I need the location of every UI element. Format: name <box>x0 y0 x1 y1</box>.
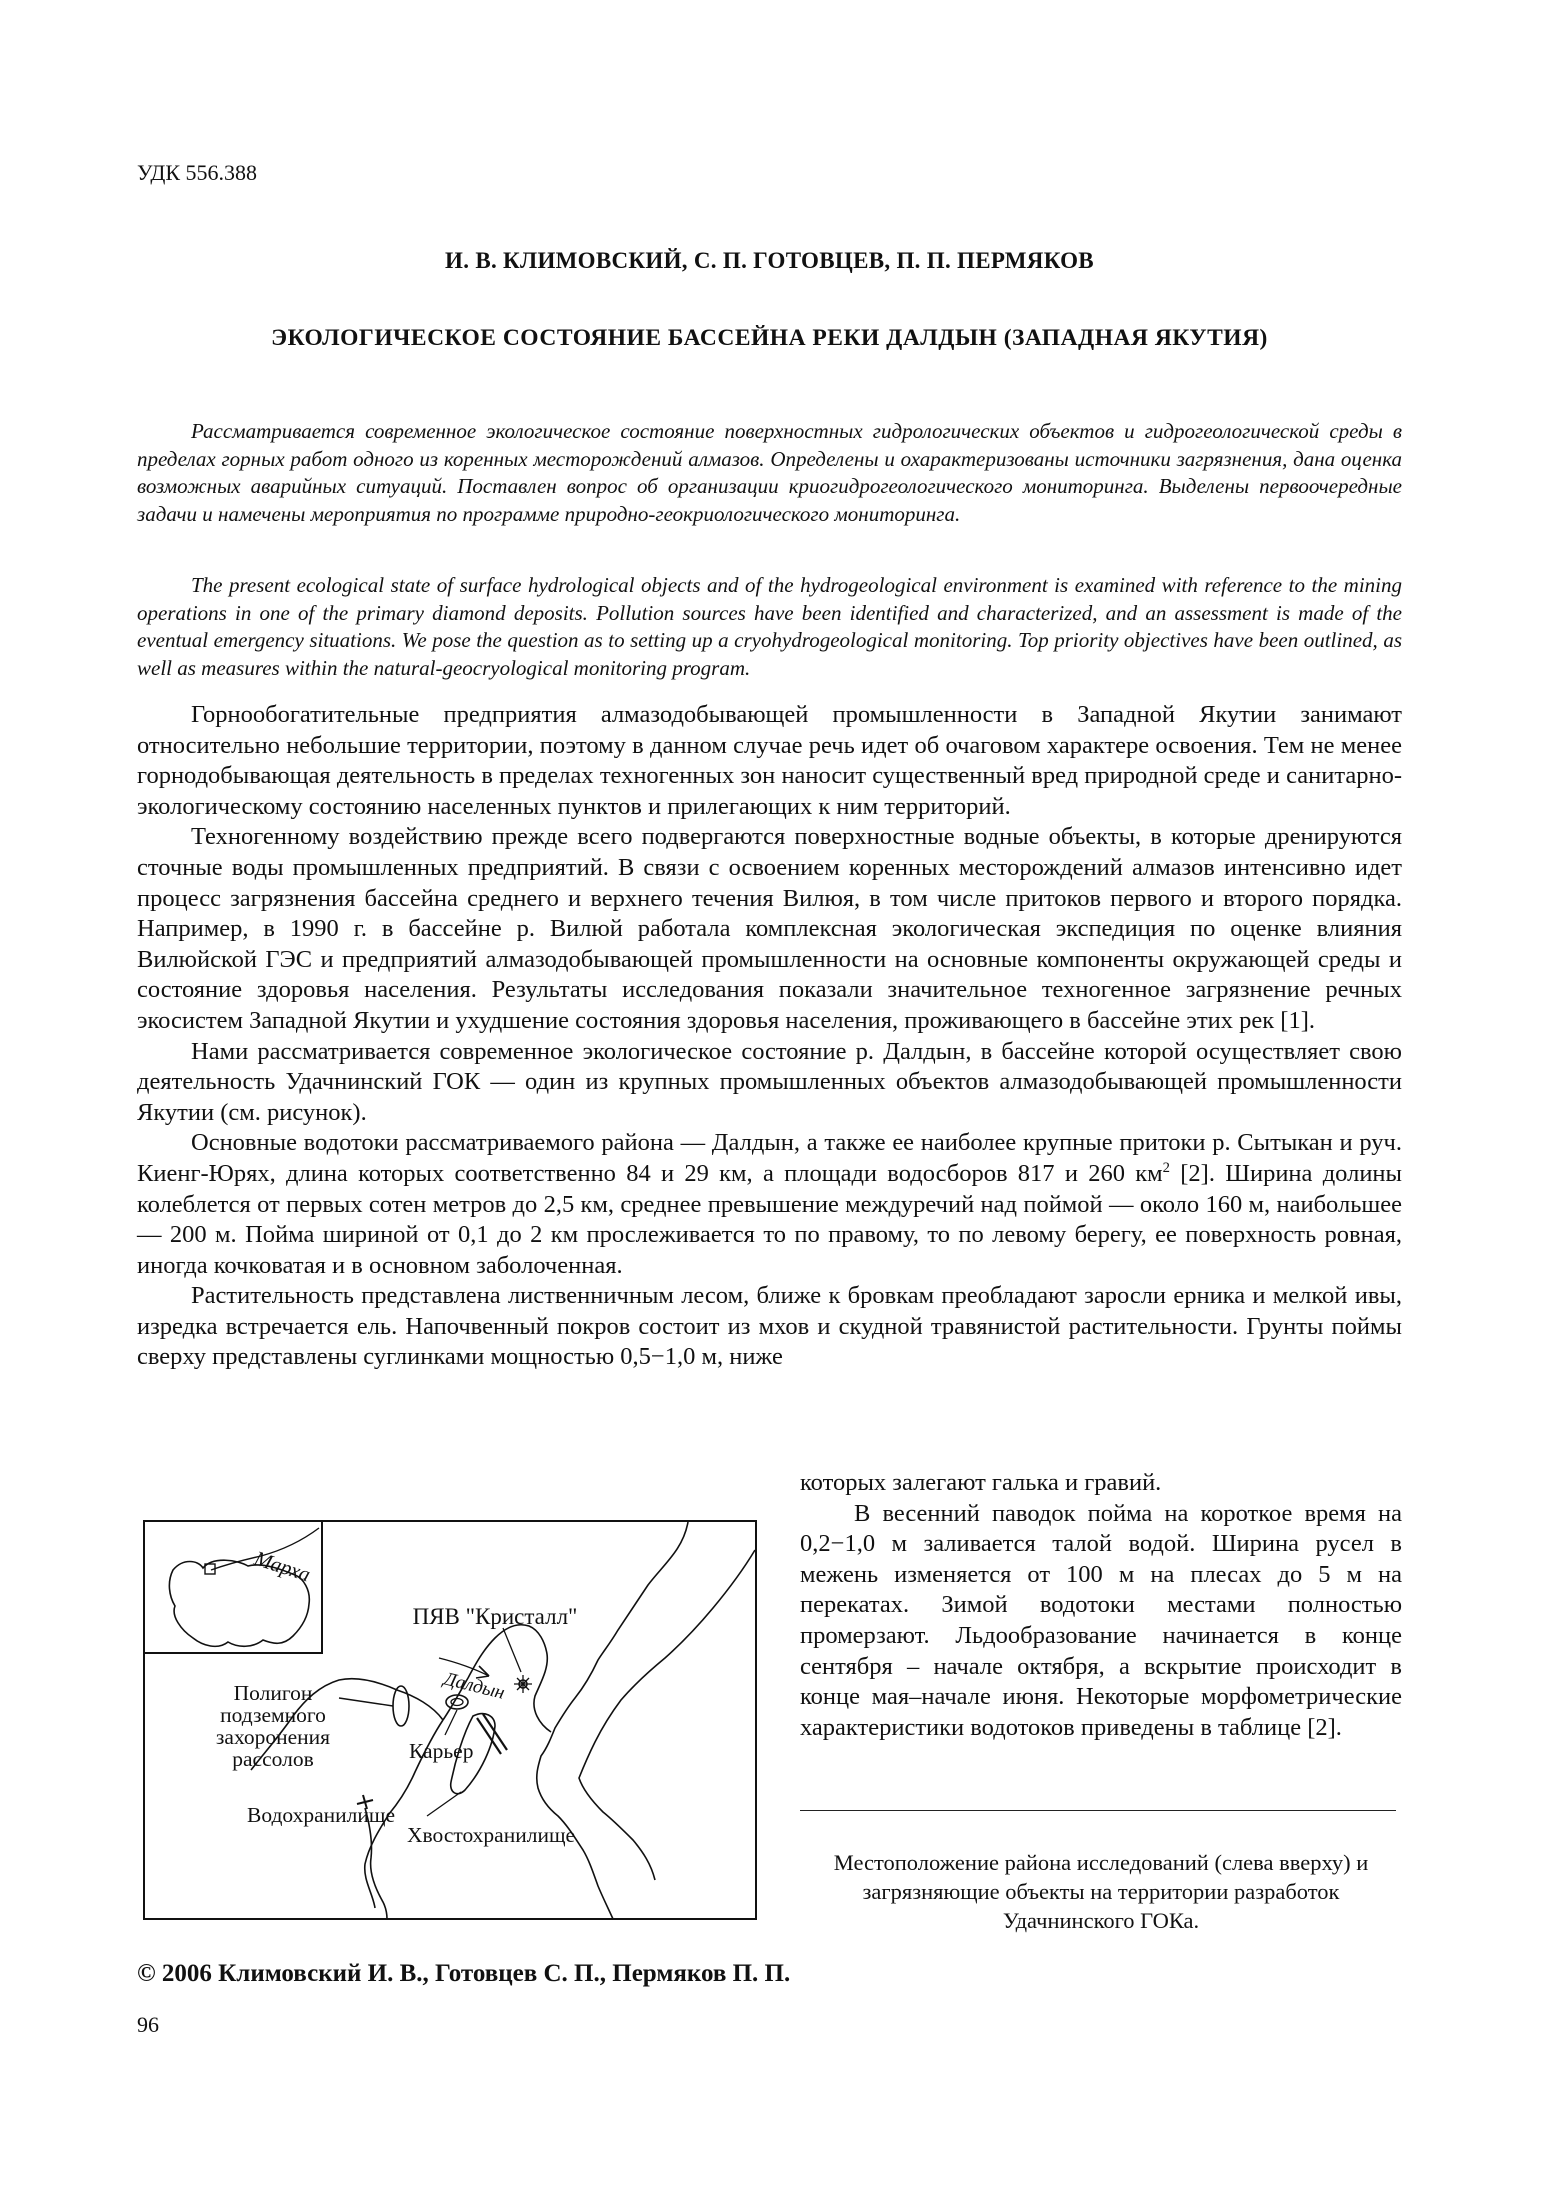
abstract-english: The present ecological state of surface hydrological objects and of the hydrogeological environment is examined with reference to the mining operations in one of the primary diamond deposits. Pollution sources have been identified and characterized, and an assessment is made of the eventual emergency situations. We pose the question as to setting up a cryohydrogeological monitoring. Top priority objectives have been outlined, as well as measures within the natural-geocryological monitoring program. <box>137 573 1402 680</box>
paragraph: Горнообогатительные предприятия алмазодобывающей промышленности в Западной Якутии занимают относительно небольшие территории, поэтому в данном случае речь идет об очаговом характере освоения. Тем не менее горнодобывающая деятельность в пределах техногенных зон наносит существенный вред природной среде и санитарно-экологическому состоянию населенных пунктов и прилегающих к ним территорий. <box>137 701 1402 820</box>
caption-divider <box>800 1810 1396 1811</box>
paragraph-continuation: которых залегают галька и гравий. <box>800 1469 1162 1496</box>
authors: И. В. КЛИМОВСКИЙ, С. П. ГОТОВЦЕВ, П. П. ПЕРМЯКОВ <box>445 248 1094 273</box>
daldyn-river-bank-east <box>537 1522 688 1919</box>
superscript: 2 <box>1162 1159 1170 1176</box>
paragraph: Техногенному воздействию прежде всего подвергаются поверхностные водные объекты, в которые дренируются сточные воды промышленных предприятий. В связи с освоением коренных месторождений алмазов интенсивно идет процесс загрязнения бассейна среднего и верхнего течения Вилюя, в том числе притоков первого и второго порядка. Например, в 1990 г. в бассейне р. Вилюй работала комплексная экологическая экспедиция по оценке влияния Вилюйской ГЭС и предприятий алмазодобывающей промышленности на основные компоненты окружающей среды и состояние здоровья населения. Результаты исследования показали значительное техногенное загрязнение речных экосистем Западной Якутии и ухудшение состояния здоровья населения, проживающего в бассейне этих рек [1]. <box>137 823 1402 1034</box>
label-pyav: ПЯВ "Кристалл" <box>412 1604 578 1629</box>
leader-line-tailings <box>427 1792 461 1816</box>
paragraph: Нами рассматривается современное экологическое состояние р. Далдын, в бассейне которой осуществляет свою деятельность Удачнинский ГОК — один из крупных промышленных объектов алмазодобывающей промышленности Якутии (см. рисунок). <box>137 1037 1402 1126</box>
daldyn-river-bank-south <box>579 1550 755 1880</box>
paragraph-text: Основные водотоки рассматриваемого района — Далдын, а также ее наиболее крупные притоки р. Сытыкан и руч. Киенг-Юрях, длина которых соответственно 84 и 29 км, а площади водосборов 817 и 260 км <box>137 1129 1402 1187</box>
location-map <box>143 1520 757 1920</box>
tributary-river-west <box>389 1720 443 1814</box>
label-vodokhranilishche: Водохранилище <box>247 1803 396 1827</box>
abstract-russian: Рассматривается современное экологическое состояние поверхностных гидрологических объектов и гидрогеологической среды в пределах горных работ одного из коренных месторождений алмазов. Определены и охарактеризованы источники загрязнения, дана оценка возможных аварийных ситуаций. Поставлен вопрос об организации криогидрогеологического мониторинга. Выделены первоочередные задачи и намечены мероприятия по программе природно-геокриологического мониторинга. <box>137 419 1402 526</box>
label-polygon: Полигон <box>233 1681 313 1705</box>
label-daldyn: Далдын <box>441 1668 507 1704</box>
label-khvostokhranilishche: Хвостохранилище <box>407 1823 576 1847</box>
article-body <box>137 700 1402 1373</box>
figure-caption: Местоположение района исследований (слева вверху) и загрязняющие объекты на территории разработок Удачнинского ГОКа. <box>833 1850 1369 1933</box>
article-title: ЭКОЛОГИЧЕСКОЕ СОСТОЯНИЕ БАССЕЙНА РЕКИ ДАЛДЫН (ЗАПАДНАЯ ЯКУТИЯ) <box>271 325 1268 351</box>
copyright-line: © 2006 Климовский И. В., Готовцев С. П., Пермяков П. П. <box>137 1960 791 1987</box>
pyav-station-marker <box>514 1675 532 1693</box>
label-polygon: рассолов <box>232 1747 314 1771</box>
quarry-symbol-inner <box>451 1699 463 1706</box>
label-karier: Карьер <box>409 1739 474 1763</box>
label-polygon: захоронения <box>215 1725 331 1749</box>
wrapped-text-column <box>800 1468 1402 1743</box>
paragraph: В весенний паводок пойма на короткое время на 0,2−1,0 м заливается талой водой. Ширина русел в межень изменяется от 100 м на плесах до 5 м на перекатах. Зимой водотоки местами полностью промерзают. Льдообразование начинается в конце сентября – начале октября, а вскрытие происходит в конце мая–начале июня. Некоторые морфометрические характеристики водотоков приведены в таблице [2]. <box>800 1499 1402 1741</box>
location-map-figure <box>143 1520 757 1920</box>
udk-code: УДК 556.388 <box>137 160 258 185</box>
reservoir-stream <box>365 1814 389 1908</box>
page-number: 96 <box>137 2012 159 2037</box>
paragraph <box>137 1128 1402 1281</box>
paragraph-text: [2]. Ширина долины колеблется от первых сотен метров до 2,5 км, среднее превышение междуречий над поймой — около 160 м, наибольшее — 200 м. Пойма шириной от 0,1 до 2 км прослеживается то по правому, то по левому берегу, ее поверхность ровная, иногда кочковатая и в основном заболоченная. <box>137 1159 1402 1279</box>
label-markha: Марха <box>251 1545 314 1587</box>
leader-line-pyav <box>503 1628 521 1672</box>
label-polygon: подземного <box>220 1703 326 1727</box>
leader-line-polygon <box>339 1698 393 1706</box>
paragraph: Растительность представлена лиственничным лесом, ближе к бровкам преобладают заросли ерника и мелкой ивы, изредка встречается ель. Напочвенный покров состоит из мхов и скудной травянистой растительности. Грунты поймы сверху представлены суглинками мощностью 0,5−1,0 м, ниже <box>137 1282 1402 1371</box>
